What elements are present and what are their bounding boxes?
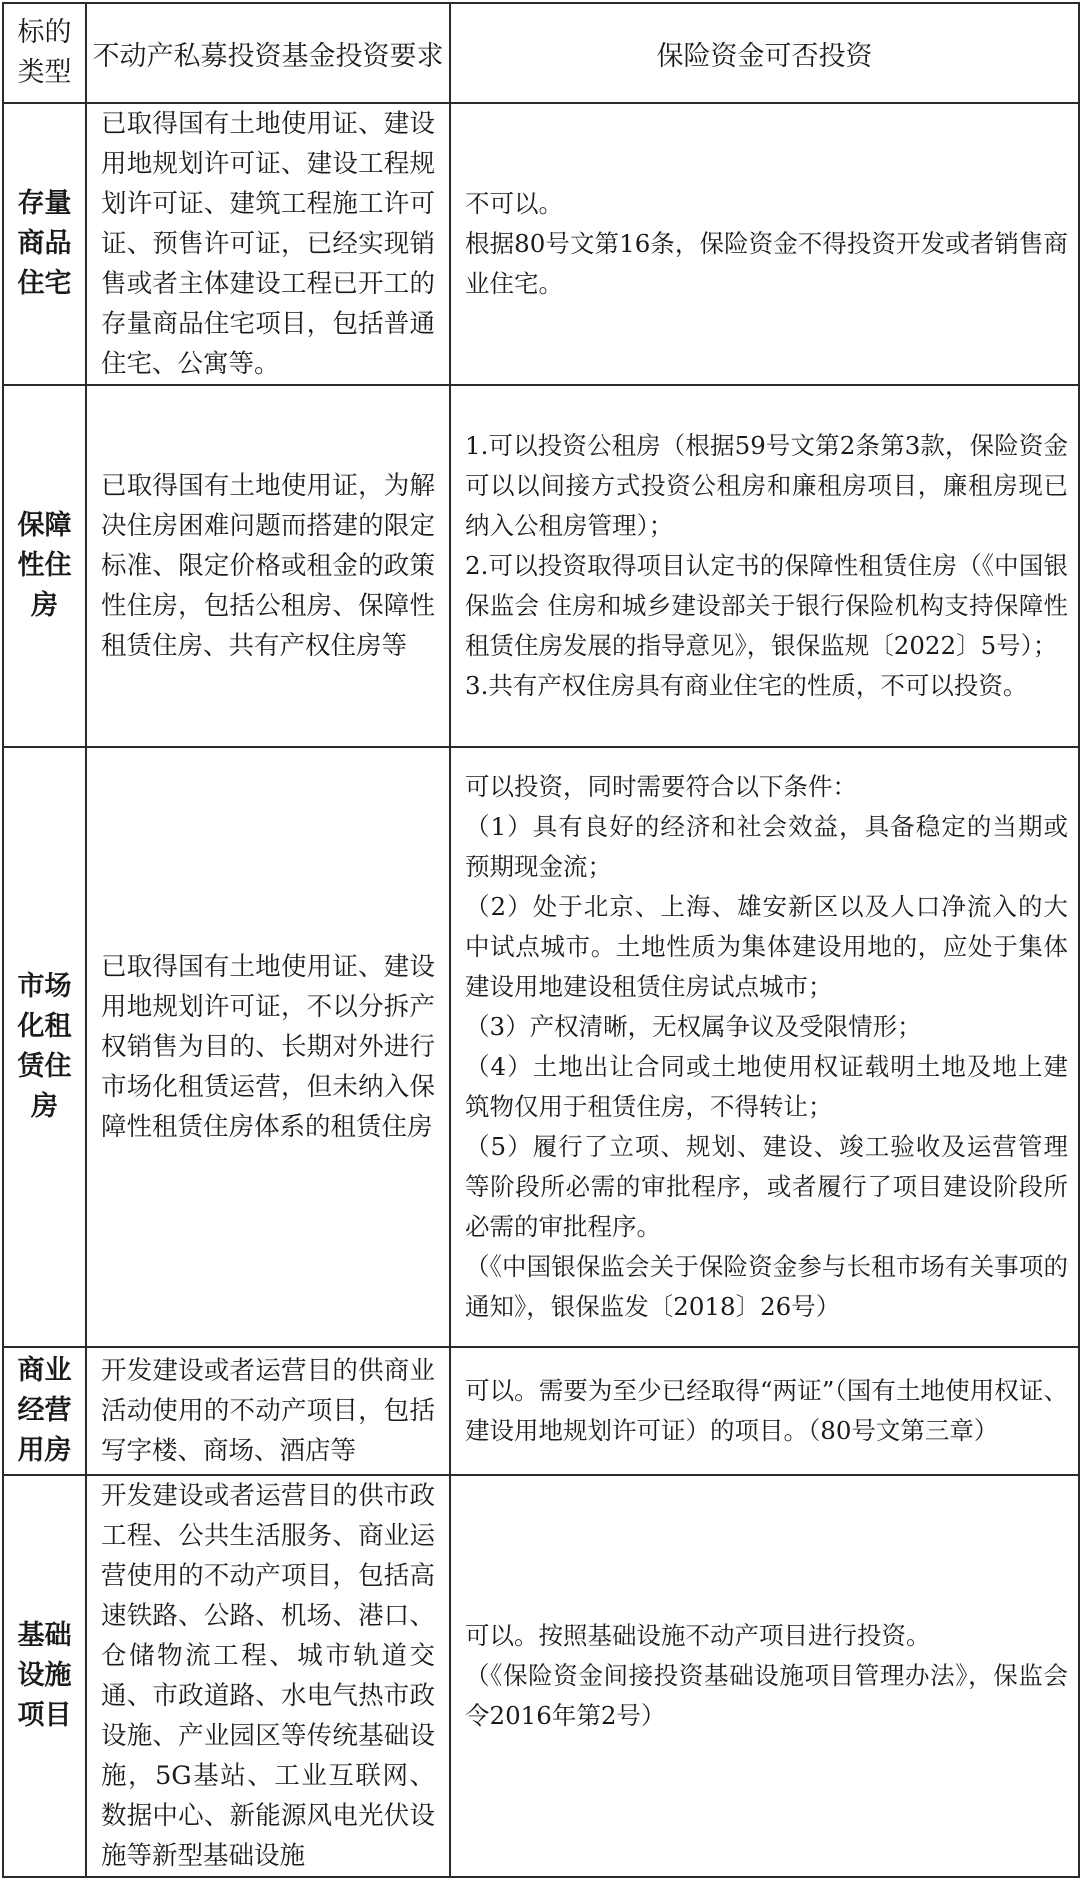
insurance-line: 1.可以投资公租房（根据59号文第2条第3款，保险资金可以以间接方式投资公租房和廉租房项目，廉租房现已纳入公租房管理）； xyxy=(465,431,1068,540)
insurance-line: 可以。需要为至少已经取得“两证”（国有土地使用权证、建设用地规划许可证）的项目。（80号文第三章） xyxy=(465,1376,1068,1445)
type-line: 市场 xyxy=(17,971,72,1002)
insurance-line: （《中国银保监会关于保险资金参与长租市场有关事项的通知》，银保监发〔2018〕26号） xyxy=(465,1252,1068,1321)
header-requirement-cell: 不动产私募投资基金投资要求 xyxy=(86,3,450,103)
insurance-line: 3.共有产权住房具有商业住宅的性质，不可以投资。 xyxy=(465,671,1028,700)
insurance-line: 根据80号文第16条，保险资金不得投资开发或者销售商业住宅。 xyxy=(465,229,1068,298)
header-type-line: 类型 xyxy=(17,57,72,88)
type-cell xyxy=(3,103,86,385)
type-line: 住宅 xyxy=(17,268,72,299)
requirement-cell: 已取得国有土地使用证、建设用地规划许可证，不以分拆产权销售为目的、长期对外进行市场化租赁运营，但未纳入保障性租赁住房体系的租赁住房 xyxy=(86,747,450,1347)
requirement-cell: 开发建设或者运营目的供商业活动使用的不动产项目，包括写字楼、商场、酒店等 xyxy=(86,1347,450,1475)
type-cell xyxy=(3,385,86,747)
insurance-line: （3）产权清晰，无权属争议及受限情形； xyxy=(465,1012,922,1041)
requirement-cell: 开发建设或者运营目的供市政工程、公共生活服务、商业运营使用的不动产项目，包括高速铁路、公路、机场、港口、仓储物流工程、城市轨道交通、市政道路、水电气热市政设施、产业园区等传统基础设施，5G基站、工业互联网、数据中心、新能源风电光伏设施等新型基础设施 xyxy=(86,1475,450,1877)
type-line: 商品 xyxy=(17,228,72,259)
insurance-line: 不可以。 xyxy=(465,189,563,218)
requirement-cell: 已取得国有土地使用证、建设用地规划许可证、建设工程规划许可证、建筑工程施工许可证、预售许可证，已经实现销售或者主体建设工程已开工的存量商品住宅项目，包括普通住宅、公寓等。 xyxy=(86,103,450,385)
table-row xyxy=(3,747,1079,1347)
type-line: 化租 xyxy=(17,1011,72,1042)
header-type-line: 标的 xyxy=(17,17,72,48)
header-type-cell xyxy=(3,3,86,103)
insurance-cell xyxy=(450,385,1079,747)
type-line: 存量 xyxy=(17,188,72,219)
type-cell xyxy=(3,1347,86,1475)
insurance-cell xyxy=(450,1347,1079,1475)
type-line: 赁住 xyxy=(17,1051,72,1082)
insurance-line: （1）具有良好的经济和社会效益，具备稳定的当期或预期现金流； xyxy=(465,812,1068,881)
type-line: 商业 xyxy=(17,1355,72,1386)
type-line: 性住 xyxy=(17,550,72,581)
type-line: 用房 xyxy=(17,1435,72,1466)
table-row xyxy=(3,103,1079,385)
type-line: 项目 xyxy=(17,1700,72,1731)
type-line: 经营 xyxy=(17,1395,72,1426)
insurance-cell xyxy=(450,747,1079,1347)
type-cell xyxy=(3,1475,86,1877)
table-row xyxy=(3,1347,1079,1475)
insurance-line: （《保险资金间接投资基础设施项目管理办法》，保监会令2016年第2号） xyxy=(465,1661,1068,1730)
insurance-line: （2）处于北京、上海、雄安新区以及人口净流入的大中试点城市。土地性质为集体建设用地的，应处于集体建设用地建设租赁住房试点城市； xyxy=(465,892,1068,1001)
investment-table xyxy=(2,2,1080,1878)
insurance-cell xyxy=(450,1475,1079,1877)
type-line: 房 xyxy=(31,590,58,621)
insurance-line: 可以投资，同时需要符合以下条件： xyxy=(465,772,857,801)
table-row xyxy=(3,1475,1079,1877)
table-row xyxy=(3,385,1079,747)
insurance-cell xyxy=(450,103,1079,385)
insurance-line: （4）土地出让合同或土地使用权证载明土地及地上建筑物仅用于租赁住房，不得转让； xyxy=(465,1052,1068,1121)
insurance-line: （5）履行了立项、规划、建设、竣工验收及运营管理等阶段所必需的审批程序，或者履行了项目建设阶段所必需的审批程序。 xyxy=(465,1132,1068,1241)
type-line: 房 xyxy=(31,1091,58,1122)
insurance-line: 2.可以投资取得项目认定书的保障性租赁住房（《中国银保监会 住房和城乡建设部关于银行保险机构支持保障性租赁住房发展的指导意见》，银保监规〔2022〕5号）； xyxy=(465,551,1068,660)
requirement-cell: 已取得国有土地使用证，为解决住房困难问题而搭建的限定标准、限定价格或租金的政策性住房，包括公租房、保障性租赁住房、共有产权住房等 xyxy=(86,385,450,747)
insurance-line: 可以。按照基础设施不动产项目进行投资。 xyxy=(465,1621,931,1650)
type-line: 设施 xyxy=(17,1660,72,1691)
type-cell xyxy=(3,747,86,1347)
type-line: 基础 xyxy=(17,1620,72,1651)
header-row xyxy=(3,3,1079,103)
header-insurance-cell: 保险资金可否投资 xyxy=(450,3,1079,103)
type-line: 保障 xyxy=(17,510,72,541)
